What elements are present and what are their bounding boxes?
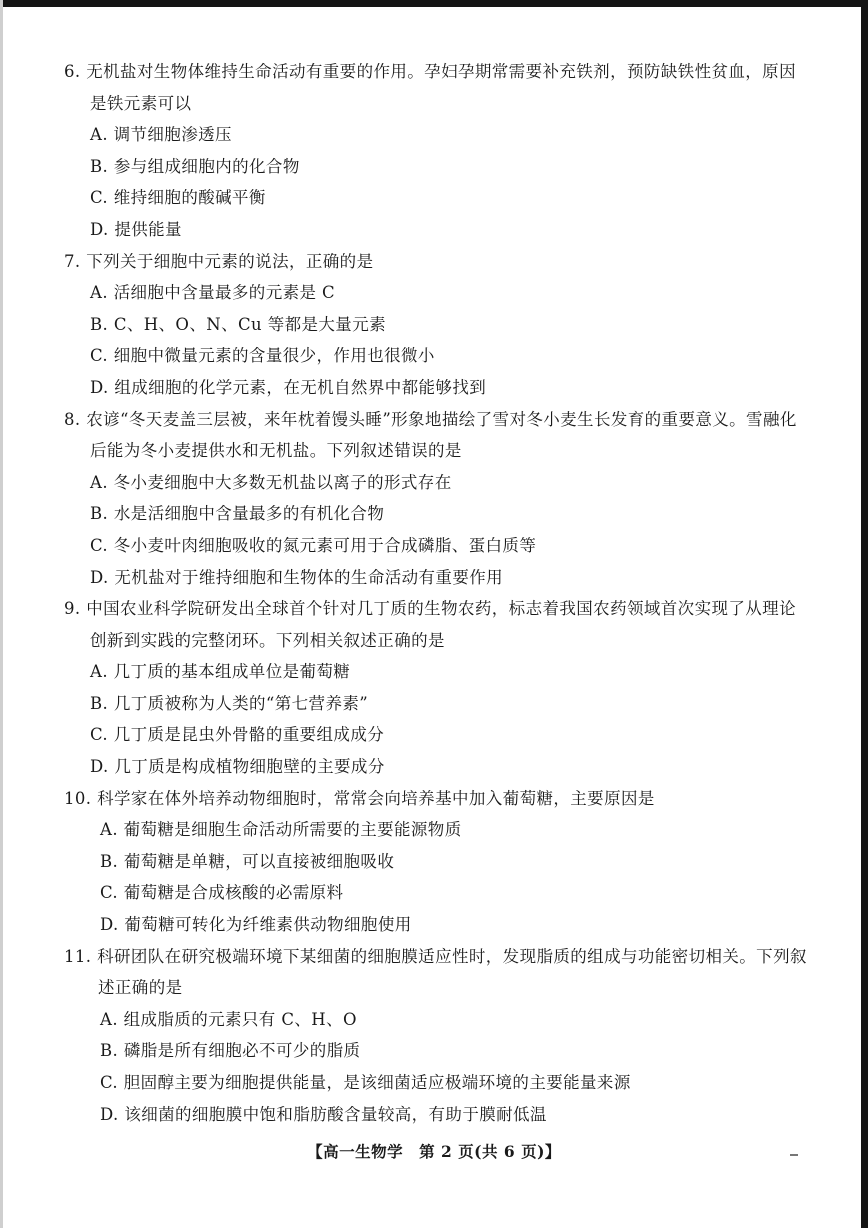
option-c: C. 胆固醇主要为细胞提供能量，是该细菌适应极端环境的主要能量来源 — [100, 1073, 631, 1092]
option-d: D. 该细菌的细胞膜中饱和脂肪酸含量较高，有助于膜耐低温 — [100, 1104, 547, 1124]
option-b: B. 水是活细胞中含量最多的有机化合物 — [90, 504, 385, 524]
option-b: B. 葡萄糖是单糖，可以直接被细胞吸收 — [100, 851, 395, 871]
scan-border-right — [861, 0, 868, 1228]
question-stem: 11. 科研团队在研究极端环境下某细菌的细胞膜适应性时，发现脂质的组成与功能密切相关。下列叙述正确的是 — [64, 946, 807, 998]
question-11 — [64, 941, 812, 1131]
page-footer: 【高一生物学 第 2 页(共 6 页)】 — [307, 1142, 561, 1161]
option-b: B. 几丁质被称为人类的“第七营养素” — [90, 693, 369, 713]
option-d: D. 提供能量 — [90, 219, 182, 239]
option-c: C. 几丁质是昆虫外骨骼的重要组成成分 — [90, 725, 385, 745]
option-a: A. 活细胞中含量最多的元素是 C — [90, 283, 336, 303]
question-stem: 7. 下列关于细胞中元素的说法，正确的是 — [64, 251, 374, 271]
question-8 — [64, 404, 812, 594]
option-a: A. 组成脂质的元素只有 C、H、O — [100, 1009, 357, 1029]
exam-page — [64, 56, 812, 1130]
option-b: B. 参与组成细胞内的化合物 — [90, 156, 300, 176]
scan-speck — [790, 1154, 798, 1156]
option-d: D. 无机盐对于维持细胞和生物体的生命活动有重要作用 — [90, 567, 504, 587]
option-b: B. 磷脂是所有细胞必不可少的脂质 — [100, 1041, 361, 1061]
scan-border-top — [0, 0, 868, 7]
option-b: B. C、H、O、N、Cu 等都是大量元素 — [90, 314, 386, 334]
question-stem: 8. 农谚“冬天麦盖三层被，来年枕着馒头睡”形象地描绘了雪对冬小麦生长发育的重要意义。雪融化后能为冬小麦提供水和无机盐。下列叙述错误的是 — [64, 409, 797, 461]
option-a: A. 几丁质的基本组成单位是葡萄糖 — [90, 662, 351, 682]
option-a: A. 调节细胞渗透压 — [90, 125, 232, 145]
option-c: C. 维持细胞的酸碱平衡 — [90, 188, 266, 208]
question-6 — [64, 56, 812, 246]
option-c: C. 葡萄糖是合成核酸的必需原料 — [100, 883, 344, 903]
option-a: A. 冬小麦细胞中大多数无机盐以离子的形式存在 — [90, 472, 452, 492]
option-d: D. 组成细胞的化学元素，在无机自然界中都能够找到 — [90, 377, 487, 397]
question-7 — [64, 246, 812, 404]
option-d: D. 几丁质是构成植物细胞壁的主要成分 — [90, 757, 385, 777]
question-stem: 10. 科学家在体外培养动物细胞时，常常会向培养基中加入葡萄糖，主要原因是 — [64, 788, 655, 808]
question-10 — [64, 783, 812, 941]
question-stem: 9. 中国农业科学院研发出全球首个针对几丁质的生物农药，标志着我国农药领域首次实现了从理论创新到实践的完整闭环。下列相关叙述正确的是 — [64, 599, 796, 650]
option-a: A. 葡萄糖是细胞生命活动所需要的主要能源物质 — [100, 820, 462, 840]
question-9 — [64, 593, 812, 783]
option-d: D. 葡萄糖可转化为纤维素供动物细胞使用 — [100, 915, 412, 935]
scan-border-left — [0, 0, 3, 1228]
option-c: C. 细胞中微量元素的含量很少，作用也很微小 — [90, 346, 435, 366]
question-stem: 6. 无机盐对生物体维持生命活动有重要的作用。孕妇孕期常需要补充铁剂，预防缺铁性贫血，原因是铁元素可以 — [64, 62, 796, 113]
option-c: C. 冬小麦叶肉细胞吸收的氮元素可用于合成磷脂、蛋白质等 — [90, 535, 537, 555]
